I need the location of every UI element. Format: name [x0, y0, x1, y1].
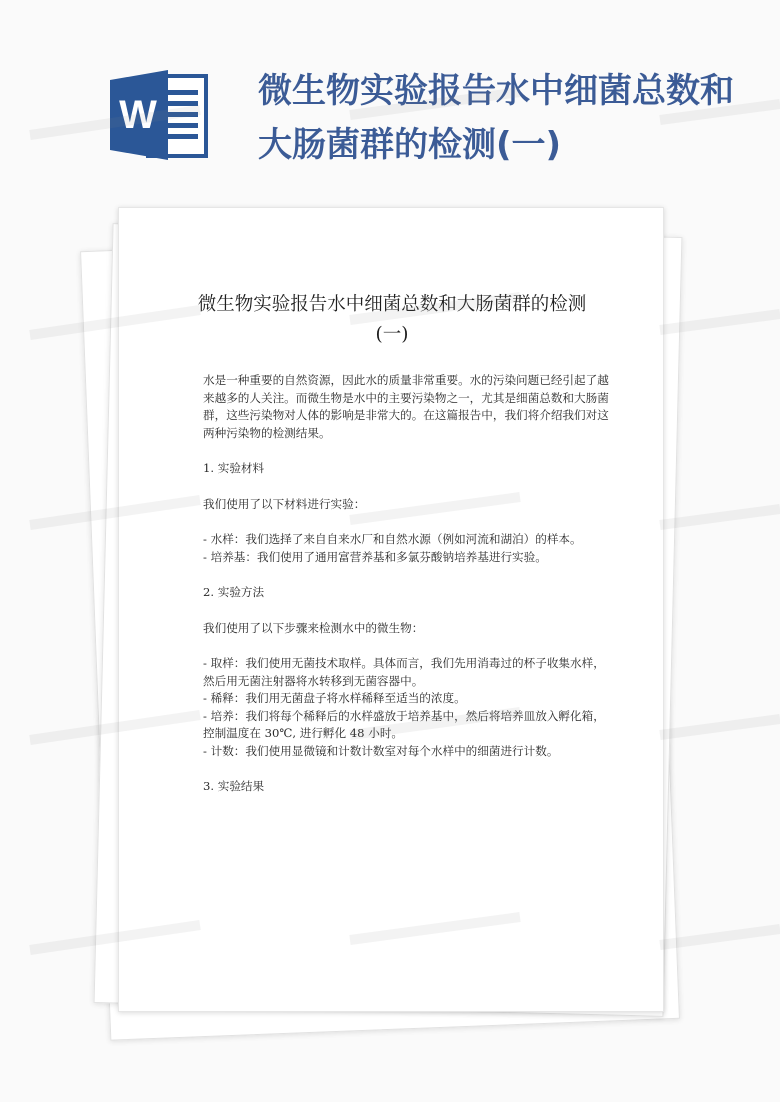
- document-body: [203, 372, 613, 796]
- word-document-icon: [108, 70, 210, 160]
- methods-lead: 我们使用了以下步骤来检测水中的微生物：: [203, 620, 424, 635]
- header-title: 微生物实验报告水中细菌总数和大肠菌群的检测(一): [258, 71, 734, 165]
- methods-item-culture: - 培养：我们将每个稀释后的水样盛放于培养基中，然后将培养皿放入孵化箱，控制温度在 30℃, 进行孵化 48 小时。: [203, 708, 605, 740]
- methods-item-sampling: - 取样：我们使用无菌技术取样。具体而言，我们先用消毒过的杯子收集水样，然后用无菌注射器将水转移到无菌容器中。: [203, 656, 605, 688]
- document-title: [119, 290, 665, 350]
- materials-item-culture-medium: - 培养基：我们使用了通用富营养基和多氯芬酸钠培养基进行实验。: [203, 549, 547, 564]
- materials-item-water-sample: - 水样：我们选择了来自自来水厂和自然水源（例如河流和湖泊）的样本。: [203, 532, 582, 546]
- svg-text:W: W: [119, 93, 157, 137]
- methods-item-counting: - 计数：我们使用显微镜和计数计数室对每个水样中的细菌进行计数。: [203, 743, 559, 758]
- section-heading-results: 3. 实验结果: [203, 779, 265, 793]
- methods-item-dilution: - 稀释：我们用无菌盘子将水样稀释至适当的浓度。: [203, 691, 466, 705]
- document-page: [118, 207, 664, 1012]
- section-heading-materials: 1. 实验材料: [203, 461, 265, 475]
- section-heading-methods: 2. 实验方法: [203, 585, 265, 599]
- intro-paragraph: 水是一种重要的自然资源，因此水的质量非常重要。水的污染问题已经引起了越来越多的人关注。而微生物是水中的主要污染物之一，尤其是细菌总数和大肠菌群，这些污染物对人体的影响是非常大的。在这篇报告中，我们将介绍我们对这两种污染物的检测结果。: [203, 373, 609, 440]
- document-title-text: 微生物实验报告水中细菌总数和大肠菌群的检测(一): [197, 294, 587, 345]
- materials-lead: 我们使用了以下材料进行实验：: [203, 496, 366, 511]
